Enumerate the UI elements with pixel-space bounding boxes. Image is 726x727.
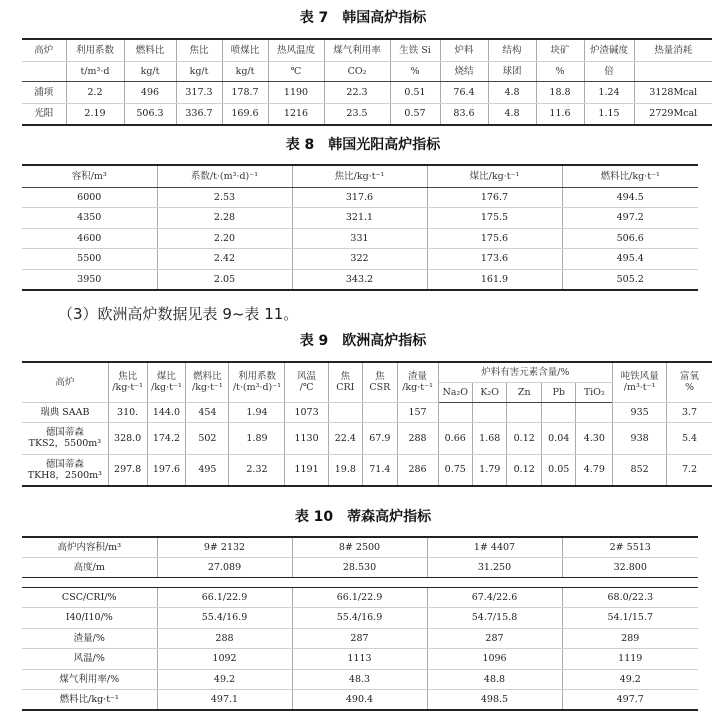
table9-header-blast bbox=[285, 362, 328, 402]
table-row bbox=[22, 608, 698, 629]
table-row bbox=[22, 103, 712, 125]
table10-cell: 55.4/16.9 bbox=[292, 608, 427, 629]
table8-cell: 321.1 bbox=[292, 208, 427, 229]
table9-header-coal bbox=[147, 362, 186, 402]
table9-header-blast-line-1: /℃ bbox=[299, 382, 314, 394]
table9-header-wind-line-0: 吨铁风量 bbox=[620, 371, 659, 383]
table9-header-wind bbox=[613, 362, 667, 402]
table-row bbox=[22, 362, 712, 382]
table-row bbox=[22, 228, 698, 249]
table7-cell: 0.51 bbox=[390, 81, 440, 103]
table8-cell: 173.6 bbox=[427, 249, 562, 270]
table8-cell: 506.6 bbox=[562, 228, 698, 249]
table8-header: 焦比/kg·t⁻¹ bbox=[292, 165, 427, 187]
table9-cell: 852 bbox=[613, 454, 667, 486]
table8-cell: 343.2 bbox=[292, 269, 427, 290]
table9-header-util bbox=[229, 362, 285, 402]
table9-cell: 0.05 bbox=[541, 454, 575, 486]
table9-cell: 22.4 bbox=[328, 422, 362, 454]
table9-header-cri-line-1: CRI bbox=[336, 382, 355, 394]
table8-cell: 2.53 bbox=[157, 187, 292, 208]
table9-cell: 495 bbox=[186, 454, 229, 486]
table9-cell bbox=[328, 402, 362, 422]
table7-unit: kg/t bbox=[176, 61, 222, 81]
table9-cell: 286 bbox=[397, 454, 438, 486]
section-text: （3）欧洲高炉数据见表 9~表 11。 bbox=[58, 305, 299, 323]
table9-cell: 7.2 bbox=[667, 454, 712, 486]
table10-cell: 66.1/22.9 bbox=[292, 587, 427, 608]
table7-unit: ℃ bbox=[268, 61, 324, 81]
table-row bbox=[22, 61, 712, 81]
table9-header-coal-line-1: /kg·t⁻¹ bbox=[151, 382, 182, 394]
table9-cell: 454 bbox=[186, 402, 229, 422]
table7-cell: 3128Mcal bbox=[634, 81, 712, 103]
table8-cell: 2.28 bbox=[157, 208, 292, 229]
table8 bbox=[22, 164, 698, 291]
table-row bbox=[22, 208, 698, 229]
table10-cell: 49.2 bbox=[562, 669, 698, 690]
table-row bbox=[22, 669, 698, 690]
table9-row-name-line-0: 瑞典 SAAB bbox=[40, 406, 90, 418]
table10-caption: 表 10 蒂森高炉指标 bbox=[294, 509, 432, 525]
table9-cell bbox=[438, 402, 472, 422]
table10-cell: 289 bbox=[562, 628, 698, 649]
table10-cell: CSC/CRI/% bbox=[22, 587, 157, 608]
table7-unit: kg/t bbox=[124, 61, 176, 81]
table8-cell: 322 bbox=[292, 249, 427, 270]
table9-header-coke-line-1: /kg·t⁻¹ bbox=[112, 382, 143, 394]
table10-cell: 287 bbox=[292, 628, 427, 649]
table7-cell: 23.5 bbox=[324, 103, 390, 125]
table9-cell: 1073 bbox=[285, 402, 328, 422]
table7-header: 结构 bbox=[488, 39, 536, 61]
table7-header: 利用系数 bbox=[66, 39, 124, 61]
table9-cell bbox=[363, 402, 397, 422]
table10-cell: 67.4/22.6 bbox=[427, 587, 562, 608]
table9-cell: 1.94 bbox=[229, 402, 285, 422]
table10-cell: 9# 2132 bbox=[157, 537, 292, 557]
table-row bbox=[22, 81, 712, 103]
table9-cell: 5.4 bbox=[667, 422, 712, 454]
table10-cell: 498.5 bbox=[427, 690, 562, 711]
table9-header-coal-line-0: 煤比 bbox=[156, 371, 176, 383]
table10-cell: 48.8 bbox=[427, 669, 562, 690]
table8-cell: 331 bbox=[292, 228, 427, 249]
table9-header-slag bbox=[397, 362, 438, 402]
table7-header: 高炉 bbox=[22, 39, 66, 61]
table9-cell: 4.79 bbox=[576, 454, 613, 486]
table8-cell: 5500 bbox=[22, 249, 157, 270]
table8-cell: 4600 bbox=[22, 228, 157, 249]
table9-cell bbox=[576, 402, 613, 422]
table-row bbox=[22, 690, 698, 711]
table10-cell: 54.1/15.7 bbox=[562, 608, 698, 629]
table9-row-name-line-0: 德国蒂森 bbox=[45, 427, 84, 438]
table10-cell: 1113 bbox=[292, 649, 427, 670]
table10-cell: 高度/m bbox=[22, 557, 157, 577]
table7-cell: 83.6 bbox=[440, 103, 488, 125]
table10 bbox=[22, 536, 698, 711]
table-row bbox=[22, 537, 698, 557]
table9-cell: 67.9 bbox=[363, 422, 397, 454]
table8-cell: 3950 bbox=[22, 269, 157, 290]
table9-header-coke bbox=[108, 362, 147, 402]
table7-cell: 4.8 bbox=[488, 81, 536, 103]
table10-cell: 54.7/15.8 bbox=[427, 608, 562, 629]
table7-header: 热风温度 bbox=[268, 39, 324, 61]
table9-header-element: Zn bbox=[507, 382, 541, 402]
table9-row-name bbox=[22, 422, 108, 454]
table9-cell bbox=[541, 402, 575, 422]
table8-cell: 2.42 bbox=[157, 249, 292, 270]
table-row bbox=[22, 39, 712, 61]
table8-header: 容积/m³ bbox=[22, 165, 157, 187]
table9-cell: 4.30 bbox=[576, 422, 613, 454]
table9-header-element: Na₂O bbox=[438, 382, 472, 402]
table7-header: 喷煤比 bbox=[222, 39, 268, 61]
table9-cell: 0.04 bbox=[541, 422, 575, 454]
table9-header-csr-line-0: 焦 bbox=[375, 371, 385, 383]
table10-cell: 1119 bbox=[562, 649, 698, 670]
table7-cell: 2.19 bbox=[66, 103, 124, 125]
table8-caption: 表 8 韩国光阳高炉指标 bbox=[285, 137, 441, 153]
table10-cell: I40/I10/% bbox=[22, 608, 157, 629]
table7-header: 炉料 bbox=[440, 39, 488, 61]
table7-header: 生铁 Si bbox=[390, 39, 440, 61]
table7-unit: 球团 bbox=[488, 61, 536, 81]
table8-cell: 2.20 bbox=[157, 228, 292, 249]
table9-header-coke-line-0: 焦比 bbox=[118, 371, 138, 383]
table7-cell: 1216 bbox=[268, 103, 324, 125]
table-row bbox=[22, 649, 698, 670]
table-row bbox=[22, 187, 698, 208]
table9-header-util-line-0: 利用系数 bbox=[237, 371, 276, 383]
table9-cell: 0.12 bbox=[507, 454, 541, 486]
table10-cell: 49.2 bbox=[157, 669, 292, 690]
table7-cell: 22.3 bbox=[324, 81, 390, 103]
table7-cell: 0.57 bbox=[390, 103, 440, 125]
table9-cell: 144.0 bbox=[147, 402, 186, 422]
table8-cell: 161.9 bbox=[427, 269, 562, 290]
table7-cell: 1.24 bbox=[584, 81, 634, 103]
table8-cell: 317.6 bbox=[292, 187, 427, 208]
table7-cell: 506.3 bbox=[124, 103, 176, 125]
table9-row-name bbox=[22, 454, 108, 486]
table8-cell: 495.4 bbox=[562, 249, 698, 270]
table7-cell: 178.7 bbox=[222, 81, 268, 103]
table8-cell: 175.5 bbox=[427, 208, 562, 229]
table8-header: 系数/t·(m³·d)⁻¹ bbox=[157, 165, 292, 187]
table9-cell: 1.68 bbox=[473, 422, 507, 454]
table7-unit bbox=[634, 61, 712, 81]
table9-cell: 2.32 bbox=[229, 454, 285, 486]
table10-cell: 287 bbox=[427, 628, 562, 649]
table-row bbox=[22, 577, 698, 587]
table9-cell: 328.0 bbox=[108, 422, 147, 454]
table10-cell: 27.089 bbox=[157, 557, 292, 577]
table9-cell: 1.89 bbox=[229, 422, 285, 454]
table10-cell: 风温/% bbox=[22, 649, 157, 670]
table10-cell: 32.800 bbox=[562, 557, 698, 577]
table8-cell: 176.7 bbox=[427, 187, 562, 208]
table9-cell: 0.12 bbox=[507, 422, 541, 454]
table9-cell: 1.79 bbox=[473, 454, 507, 486]
table-row bbox=[22, 269, 698, 290]
table-row bbox=[22, 249, 698, 270]
table7-cell: 光阳 bbox=[22, 103, 66, 125]
table10-cell: 2# 5513 bbox=[562, 537, 698, 557]
table9-header-slag-line-0: 渣量 bbox=[408, 371, 428, 383]
table-row bbox=[22, 165, 698, 187]
table9-header-furnace: 高炉 bbox=[22, 362, 108, 402]
table10-cell: 55.4/16.9 bbox=[157, 608, 292, 629]
table8-cell: 4350 bbox=[22, 208, 157, 229]
table7-unit: kg/t bbox=[222, 61, 268, 81]
table10-cell: 1# 4407 bbox=[427, 537, 562, 557]
table7-header: 煤气利用率 bbox=[324, 39, 390, 61]
table8-cell: 6000 bbox=[22, 187, 157, 208]
table7-cell: 2.2 bbox=[66, 81, 124, 103]
table9-header-fuel-line-1: /kg·t⁻¹ bbox=[192, 382, 223, 394]
table7-header: 燃料比 bbox=[124, 39, 176, 61]
table10-cell: 31.250 bbox=[427, 557, 562, 577]
table9-header-oxygen-line-1: % bbox=[685, 382, 695, 394]
table9-cell: 174.2 bbox=[147, 422, 186, 454]
table-row bbox=[22, 628, 698, 649]
table8-cell: 505.2 bbox=[562, 269, 698, 290]
table9-cell: 935 bbox=[613, 402, 667, 422]
table7-cell: 496 bbox=[124, 81, 176, 103]
table10-cell: 28.530 bbox=[292, 557, 427, 577]
table7-header: 炉渣碱度 bbox=[584, 39, 634, 61]
table7-unit: t/m³·d bbox=[66, 61, 124, 81]
table9-header-slag-line-1: /kg·t⁻¹ bbox=[402, 382, 433, 394]
table9-row-name-line-1: TKH8，2500m³ bbox=[27, 469, 102, 481]
table9 bbox=[22, 361, 712, 487]
table9-header-element: K₂O bbox=[473, 382, 507, 402]
table9-cell: 310. bbox=[108, 402, 147, 422]
table10-cell: 66.1/22.9 bbox=[157, 587, 292, 608]
table10-cell: 48.3 bbox=[292, 669, 427, 690]
table10-cell: 68.0/22.3 bbox=[562, 587, 698, 608]
table9-caption: 表 9 欧洲高炉指标 bbox=[299, 333, 427, 349]
table9-row-name-line-1: TKS2，5500m³ bbox=[28, 438, 102, 449]
table9-cell: 297.8 bbox=[108, 454, 147, 486]
table7 bbox=[22, 38, 712, 126]
table7-unit: 倍 bbox=[584, 61, 634, 81]
table8-cell: 175.6 bbox=[427, 228, 562, 249]
table7-unit bbox=[22, 61, 66, 81]
table9-cell: 71.4 bbox=[363, 454, 397, 486]
table10-cell: 497.1 bbox=[157, 690, 292, 711]
table7-cell: 2729Mcal bbox=[634, 103, 712, 125]
table9-header-csr-line-1: CSR bbox=[369, 382, 391, 394]
table-row bbox=[22, 557, 698, 577]
table9-header-element: Pb bbox=[541, 382, 575, 402]
table7-cell: 4.8 bbox=[488, 103, 536, 125]
table7-header: 块矿 bbox=[536, 39, 584, 61]
table9-cell: 19.8 bbox=[328, 454, 362, 486]
table9-header-cri-line-0: 焦 bbox=[340, 371, 351, 383]
table10-cell: 燃料比/kg·t⁻¹ bbox=[22, 690, 157, 711]
table10-cell: 1092 bbox=[157, 649, 292, 670]
table9-cell: 0.75 bbox=[438, 454, 472, 486]
table9-row-name bbox=[22, 402, 108, 422]
table7-unit: CO₂ bbox=[324, 61, 390, 81]
table8-header: 燃料比/kg·t⁻¹ bbox=[562, 165, 698, 187]
table-row bbox=[22, 422, 712, 454]
table9-cell: 3.7 bbox=[667, 402, 712, 422]
table7-cell: 1190 bbox=[268, 81, 324, 103]
table7-cell: 11.6 bbox=[536, 103, 584, 125]
table7-cell: 76.4 bbox=[440, 81, 488, 103]
table8-cell: 497.2 bbox=[562, 208, 698, 229]
table10-cell: 1096 bbox=[427, 649, 562, 670]
table9-cell: 1130 bbox=[285, 422, 328, 454]
table7-cell: 169.6 bbox=[222, 103, 268, 125]
table9-cell: 157 bbox=[397, 402, 438, 422]
table10-gap bbox=[22, 577, 698, 587]
table8-cell: 2.05 bbox=[157, 269, 292, 290]
table9-header-cri bbox=[328, 362, 362, 402]
table7-cell: 336.7 bbox=[176, 103, 222, 125]
table10-cell: 497.7 bbox=[562, 690, 698, 711]
table9-cell: 197.6 bbox=[147, 454, 186, 486]
table9-header-fuel bbox=[186, 362, 229, 402]
table9-header-wind-line-1: /m³·t⁻¹ bbox=[623, 382, 656, 394]
table8-header: 煤比/kg·t⁻¹ bbox=[427, 165, 562, 187]
table9-header-util-line-1: /t·(m³·d)⁻¹ bbox=[232, 382, 282, 394]
table10-cell: 490.4 bbox=[292, 690, 427, 711]
table7-header: 焦比 bbox=[176, 39, 222, 61]
table7-caption: 表 7 韩国高炉指标 bbox=[299, 10, 427, 26]
table-row bbox=[22, 402, 712, 422]
table9-cell: 502 bbox=[186, 422, 229, 454]
table7-unit: % bbox=[536, 61, 584, 81]
table10-cell: 渣量/% bbox=[22, 628, 157, 649]
table9-cell: 1191 bbox=[285, 454, 328, 486]
table9-header-element: TiO₂ bbox=[576, 382, 613, 402]
table9-header-fuel-line-0: 燃料比 bbox=[193, 371, 222, 383]
table7-cell: 317.3 bbox=[176, 81, 222, 103]
table9-header-blast-line-0: 风温 bbox=[297, 371, 317, 383]
table9-row-name-line-0: 德国蒂森 bbox=[45, 458, 84, 470]
table10-cell: 8# 2500 bbox=[292, 537, 427, 557]
table7-unit: 烧结 bbox=[440, 61, 488, 81]
table7-cell: 1.15 bbox=[584, 103, 634, 125]
table7-cell: 浦项 bbox=[22, 81, 66, 103]
table10-cell: 高炉内容积/m³ bbox=[22, 537, 157, 557]
table-row bbox=[22, 454, 712, 486]
table9-header-oxygen-line-0: 富氧 bbox=[680, 371, 700, 383]
table9-cell: 0.66 bbox=[438, 422, 472, 454]
table9-cell: 288 bbox=[397, 422, 438, 454]
table10-cell: 288 bbox=[157, 628, 292, 649]
table9-cell: 938 bbox=[613, 422, 667, 454]
table9-header-harmful: 炉料有害元素含量/% bbox=[438, 362, 613, 382]
table-row bbox=[22, 587, 698, 608]
table9-cell bbox=[473, 402, 507, 422]
table7-unit: % bbox=[390, 61, 440, 81]
table7-header: 热量消耗 bbox=[634, 39, 712, 61]
table9-header-csr bbox=[363, 362, 397, 402]
table8-cell: 494.5 bbox=[562, 187, 698, 208]
table10-cell: 煤气利用率/% bbox=[22, 669, 157, 690]
table7-cell: 18.8 bbox=[536, 81, 584, 103]
table9-header-oxygen bbox=[667, 362, 712, 402]
table9-cell bbox=[507, 402, 541, 422]
